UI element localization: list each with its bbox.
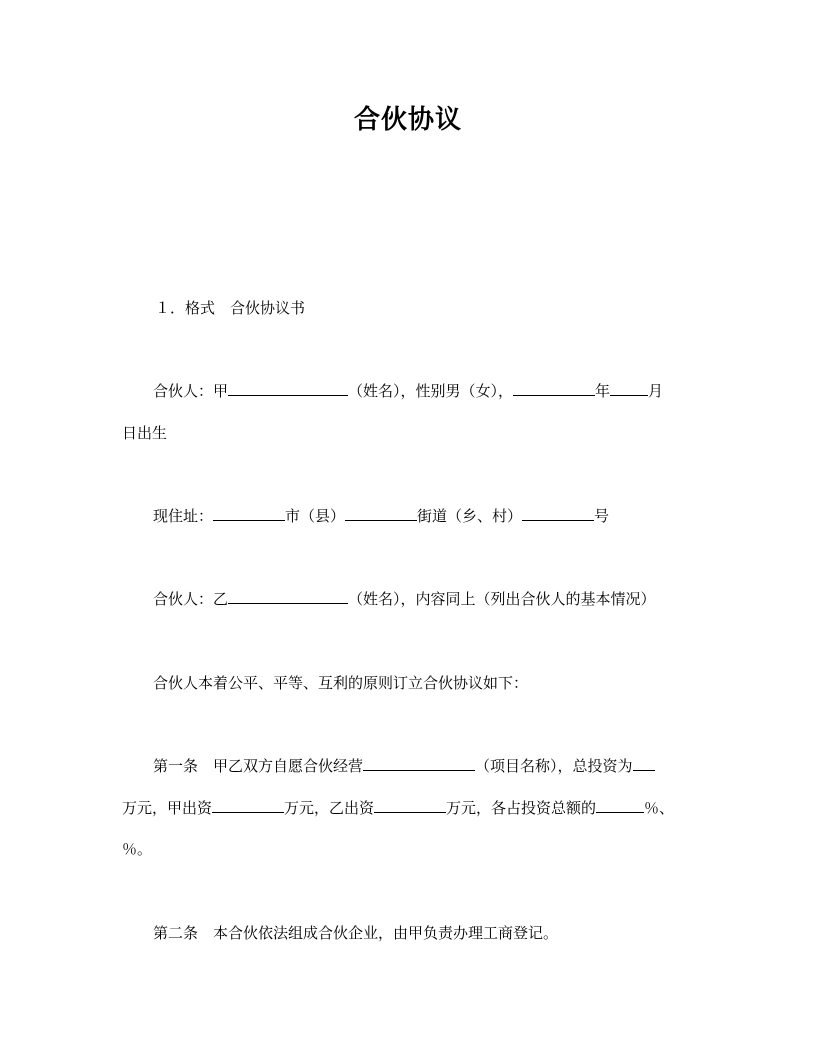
partner-b-name-blank[interactable] bbox=[228, 589, 348, 604]
partner-a-name-blank[interactable] bbox=[228, 381, 348, 396]
article-1-line-2 bbox=[122, 798, 674, 818]
share-percent-blank[interactable] bbox=[596, 798, 644, 813]
article-1-line-3: ％。 bbox=[122, 840, 153, 858]
partner-a-line bbox=[153, 381, 663, 401]
month-label: 月 bbox=[648, 382, 664, 400]
street-blank[interactable] bbox=[345, 506, 417, 521]
birth-month-blank[interactable] bbox=[610, 381, 648, 396]
party-b-amount-blank[interactable] bbox=[374, 798, 446, 813]
section-heading: １．格式 合伙协议书 bbox=[155, 299, 306, 317]
project-name-blank[interactable] bbox=[363, 756, 475, 771]
city-blank[interactable] bbox=[213, 506, 285, 521]
street-label: 街道（乡、村） bbox=[417, 507, 523, 525]
article-1-wan3: 万元，各占投资总额的 bbox=[446, 799, 597, 817]
article-1-project: （项目名称），总投资为 bbox=[475, 757, 633, 775]
city-label: 市（县） bbox=[285, 507, 346, 525]
article-1-wan2: 万元，乙出资 bbox=[284, 799, 375, 817]
address-line bbox=[153, 506, 609, 526]
article-1-pct1: ％、 bbox=[644, 799, 675, 817]
partner-a-label: 合伙人：甲 bbox=[153, 382, 229, 400]
partner-b-line bbox=[153, 589, 656, 609]
birth-year-blank[interactable] bbox=[513, 381, 595, 396]
birth-line: 日出生 bbox=[122, 424, 168, 442]
partner-a-name-hint: （姓名），性别男（女）， bbox=[348, 382, 514, 400]
party-a-amount-blank[interactable] bbox=[212, 798, 284, 813]
article-1-lead: 第一条 甲乙双方自愿合伙经营 bbox=[153, 757, 364, 775]
article-2: 第二条 本合伙依法组成合伙企业，由甲负责办理工商登记。 bbox=[153, 924, 559, 942]
partner-b-label: 合伙人：乙 bbox=[153, 590, 229, 608]
number-label: 号 bbox=[594, 507, 610, 525]
document-title: 合伙协议 bbox=[353, 105, 462, 135]
article-1-line-1 bbox=[153, 756, 655, 776]
agreement-intro: 合伙人本着公平、平等、互利的原则订立合伙协议如下： bbox=[153, 674, 529, 692]
year-label: 年 bbox=[595, 382, 611, 400]
address-label: 现住址： bbox=[153, 507, 214, 525]
partner-b-name-hint: （姓名），内容同上（列出合伙人的基本情况） bbox=[348, 590, 656, 608]
number-blank[interactable] bbox=[522, 506, 594, 521]
total-investment-blank[interactable] bbox=[633, 756, 655, 771]
article-1-wan1: 万元，甲出资 bbox=[122, 799, 213, 817]
